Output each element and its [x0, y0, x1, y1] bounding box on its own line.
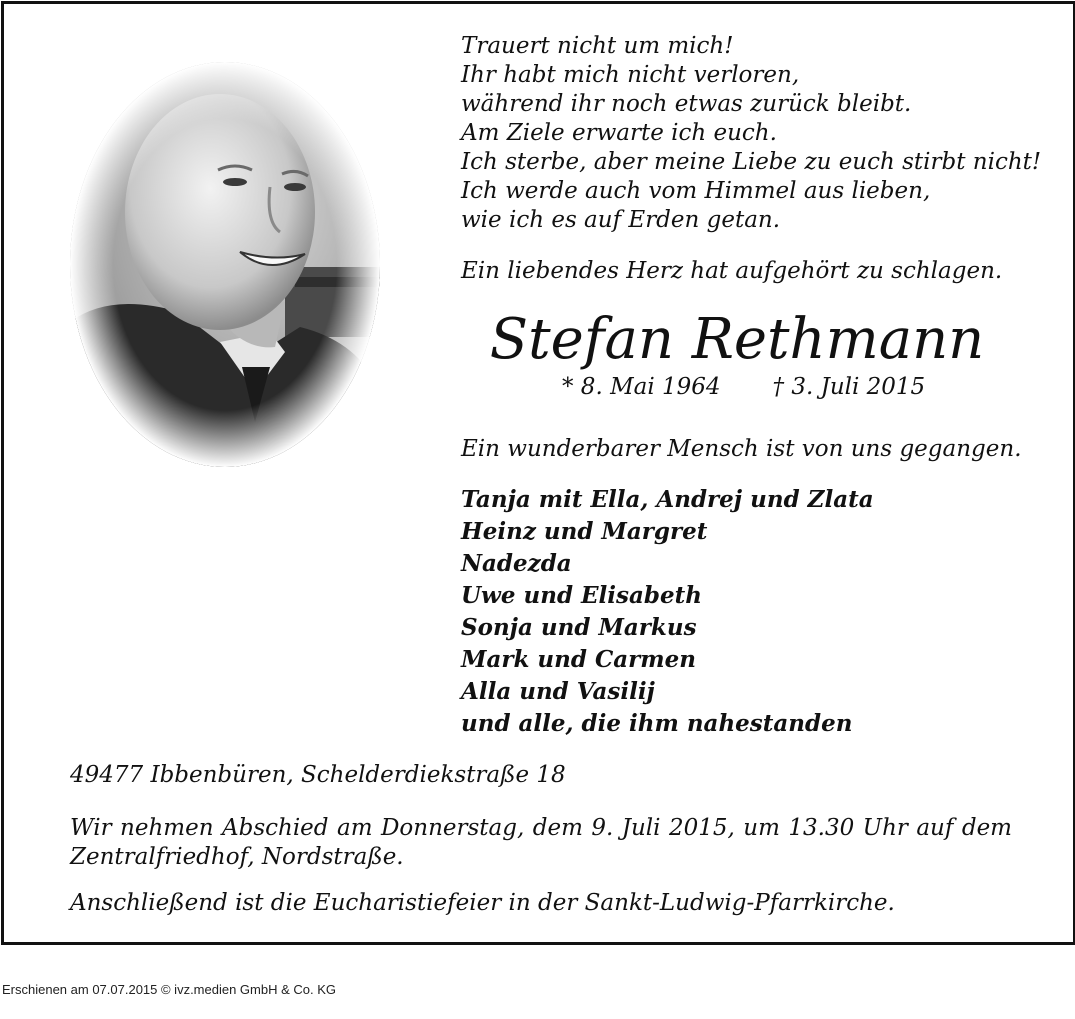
verse-line: Am Ziele erwarte ich euch. [461, 120, 777, 146]
birth-date: * 8. Mai 1964 [562, 374, 721, 400]
obituary-notice [1, 1, 1075, 945]
intro-line: Ein liebendes Herz hat aufgehört zu schlagen. [461, 258, 1003, 284]
mourner-entry: Nadezda [461, 550, 572, 577]
tribute-line: Ein wunderbarer Mensch ist von uns gegangen. [461, 436, 1022, 462]
mourners-list [461, 484, 874, 740]
mourner-entry: Heinz und Margret [461, 518, 708, 545]
mourner-entry: Mark und Carmen [461, 646, 696, 673]
family-address: 49477 Ibbenbüren, Schelderdiekstraße 18 [70, 762, 566, 788]
verse-line: Trauert nicht um mich! [461, 33, 734, 59]
verse-line: Ihr habt mich nicht verloren, [461, 62, 800, 88]
mourner-entry: Tanja mit Ella, Andrej und Zlata [461, 486, 874, 513]
portrait-photo [70, 62, 380, 467]
farewell-line: Wir nehmen Abschied am Donnerstag, dem 9. Juli 2015, um 13.30 Uhr auf dem [70, 815, 1012, 841]
mourner-entry: und alle, die ihm nahestanden [461, 710, 853, 737]
deceased-name: Stefan Rethmann [489, 307, 985, 372]
mourner-entry: Uwe und Elisabeth [461, 582, 702, 609]
verse-line: wie ich es auf Erden getan. [461, 207, 781, 233]
verse-line: Ich werde auch vom Himmel aus lieben, [461, 178, 931, 204]
verse [461, 32, 1061, 235]
service-info: Anschließend ist die Eucharistiefeier in der Sankt-Ludwig-Pfarrkirche. [70, 890, 895, 916]
farewell-line: Zentralfriedhof, Nordstraße. [70, 844, 404, 870]
publication-footer: Erschienen am 07.07.2015 © ivz.medien GmbH & Co. KG [2, 982, 337, 997]
farewell-info [70, 814, 1012, 872]
mourner-entry: Alla und Vasilij [461, 678, 655, 705]
verse-line: Ich sterbe, aber meine Liebe zu euch stirbt nicht! [461, 149, 1042, 175]
life-dates [562, 374, 925, 400]
verse-line: während ihr noch etwas zurück bleibt. [461, 91, 912, 117]
mourner-entry: Sonja und Markus [461, 614, 697, 641]
death-date: † 3. Juli 2015 [772, 374, 926, 400]
